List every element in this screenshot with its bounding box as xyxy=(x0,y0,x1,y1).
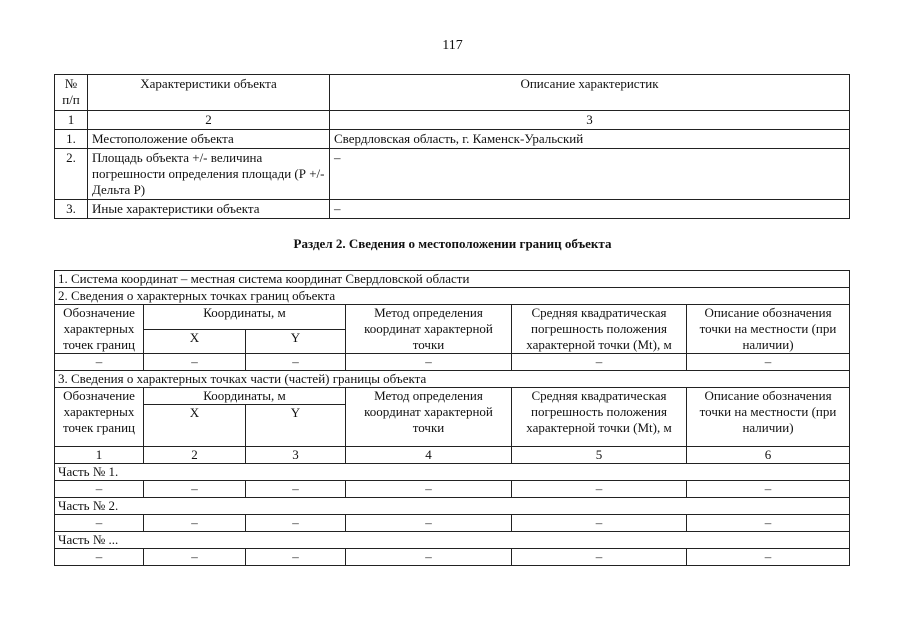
cell: – xyxy=(687,481,850,498)
cell: – xyxy=(512,481,687,498)
page-number: 117 xyxy=(442,38,463,53)
row-name: Иные характеристики объекта xyxy=(88,200,330,219)
table-row xyxy=(55,200,850,219)
part-label-row xyxy=(55,498,850,515)
part-label: Часть № 2. xyxy=(55,498,850,515)
points-title-row xyxy=(55,288,850,305)
points-header-row xyxy=(55,305,850,330)
col-number: 6 xyxy=(687,447,850,464)
cell: – xyxy=(687,549,850,566)
header-x: X xyxy=(144,329,246,354)
column-number-row xyxy=(55,447,850,464)
header-y: Y xyxy=(246,405,346,447)
cell: – xyxy=(687,515,850,532)
header-point-description: Описание обозначения точки на местности (при наличии) xyxy=(687,388,850,447)
system-row xyxy=(55,271,850,288)
header-point-designation: Обозначение характерных точек границ xyxy=(55,305,144,354)
row-num: 1. xyxy=(55,130,88,149)
cell: – xyxy=(512,549,687,566)
col-number: 1 xyxy=(55,111,88,130)
cell: – xyxy=(144,515,246,532)
cell: – xyxy=(55,354,144,371)
col-number: 4 xyxy=(346,447,512,464)
col-number: 3 xyxy=(330,111,850,130)
coordinate-system: 1. Система координат – местная система координат Свердловской области xyxy=(55,271,850,288)
cell: – xyxy=(144,481,246,498)
table-header-row xyxy=(55,75,850,111)
parts-header-row xyxy=(55,388,850,405)
header-coordinates: Координаты, м xyxy=(144,305,346,330)
points-section-title: 2. Сведения о характерных точках границ объекта xyxy=(55,288,850,305)
column-number-row xyxy=(55,111,850,130)
cell: – xyxy=(512,354,687,371)
col-number: 3 xyxy=(246,447,346,464)
cell: – xyxy=(346,354,512,371)
table-row xyxy=(55,515,850,532)
section-title: Раздел 2. Сведения о местоположении границ объекта xyxy=(293,236,612,251)
cell: – xyxy=(346,515,512,532)
header-method: Метод определения координат характерной точки xyxy=(346,388,512,447)
header-accuracy: Средняя квадратическая погрешность положения характерной точки (Mt), м xyxy=(512,305,687,354)
part-section-title: 3. Сведения о характерных точках части (частей) границы объекта xyxy=(55,371,850,388)
cell: – xyxy=(246,515,346,532)
header-y: Y xyxy=(246,329,346,354)
col-number: 2 xyxy=(88,111,330,130)
table-row xyxy=(55,549,850,566)
row-name: Местоположение объекта xyxy=(88,130,330,149)
cell: – xyxy=(687,354,850,371)
col-number: 2 xyxy=(144,447,246,464)
header-point-description: Описание обозначения точки на местности (при наличии) xyxy=(687,305,850,354)
row-desc: Свердловская область, г. Каменск-Уральский xyxy=(330,130,850,149)
header-x: X xyxy=(144,405,246,447)
boundary-points-table xyxy=(54,270,850,566)
row-desc: – xyxy=(330,149,850,200)
col-number: 1 xyxy=(55,447,144,464)
header-method: Метод определения координат характерной точки xyxy=(346,305,512,354)
object-characteristics-table xyxy=(54,74,850,219)
cell: – xyxy=(55,549,144,566)
header-description: Описание характеристик xyxy=(330,75,850,111)
table-row xyxy=(55,130,850,149)
table-row xyxy=(55,149,850,200)
part-label: Часть № 1. xyxy=(55,464,850,481)
cell: – xyxy=(512,515,687,532)
part-label: Часть № ... xyxy=(55,532,850,549)
cell: – xyxy=(346,481,512,498)
row-desc: – xyxy=(330,200,850,219)
part-label-row xyxy=(55,464,850,481)
row-num: 3. xyxy=(55,200,88,219)
table-row xyxy=(55,481,850,498)
row-num: 2. xyxy=(55,149,88,200)
col-number: 5 xyxy=(512,447,687,464)
cell: – xyxy=(246,549,346,566)
table-row xyxy=(55,354,850,371)
cell: – xyxy=(144,549,246,566)
row-name: Площадь объекта +/- величина погрешности определения площади (Р +/- Дельта Р) xyxy=(88,149,330,200)
part-title-row xyxy=(55,371,850,388)
cell: – xyxy=(144,354,246,371)
header-coordinates: Координаты, м xyxy=(144,388,346,405)
cell: – xyxy=(55,515,144,532)
header-characteristics: Характеристики объекта xyxy=(88,75,330,111)
cell: – xyxy=(246,354,346,371)
cell: – xyxy=(246,481,346,498)
part-label-row xyxy=(55,532,850,549)
cell: – xyxy=(346,549,512,566)
header-num: № п/п xyxy=(55,75,88,111)
header-point-designation: Обозначение характерных точек границ xyxy=(55,388,144,447)
cell: – xyxy=(55,481,144,498)
header-accuracy: Средняя квадратическая погрешность положения характерной точки (Mt), м xyxy=(512,388,687,447)
